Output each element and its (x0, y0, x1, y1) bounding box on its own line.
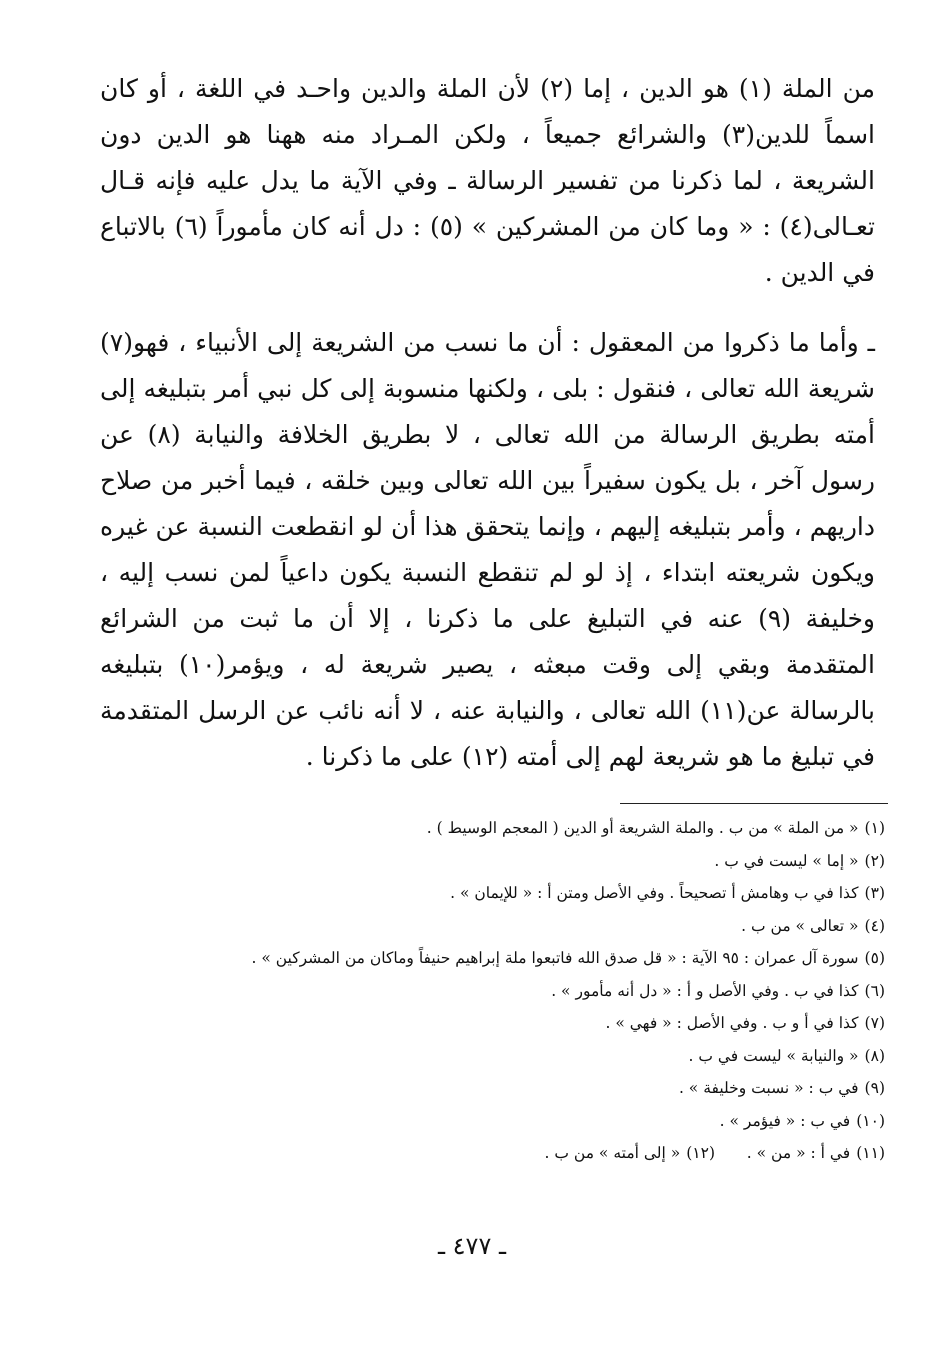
footnote-11 (715, 1137, 885, 1170)
footnote-8 (90, 1040, 885, 1073)
footnote-text: سورة آل عمران : ٩٥ الآية : « قل صدق الله فاتبعوا ملة إبراهيم حنيفاً وماكان من المشركين » . (251, 949, 859, 967)
footnote-1 (90, 812, 885, 845)
footnote-text: كذا في أ و ب . وفي الأصل : « فهي » . (605, 1014, 859, 1032)
footnote-text: كذا في ب . وفي الأصل و أ : « دل أنه مأمور » . (551, 981, 859, 1000)
footnote-number: (١١) (856, 1144, 885, 1162)
page-number: ـ ٤٧٧ ـ (437, 1232, 506, 1260)
footnote-number: (٨) (864, 1046, 885, 1065)
footnote-text: « تعالى » من ب . (741, 916, 859, 935)
footnote-4 (90, 910, 885, 943)
footnote-number: (٥) (864, 949, 885, 967)
footnote-text: « إلى أمته » من ب . (544, 1144, 681, 1162)
footnote-text: « والنيابة » ليست في ب . (688, 1046, 859, 1065)
footnote-number: (٩) (864, 1079, 885, 1097)
footnote-text: في ب : « نسبت وخليفة » . (678, 1079, 859, 1097)
footnote-number: (٣) (864, 884, 885, 902)
footnote-row-11-12 (90, 1137, 885, 1170)
footnote-text: في ب : « فيؤمر » . (719, 1111, 851, 1130)
footnote-3 (90, 877, 885, 910)
footnote-text: « إما » ليست في ب . (714, 851, 859, 870)
footnote-number: (١٠) (856, 1111, 885, 1130)
body-paragraph-1: من الملة (١) هو الدين ، إما (٢) لأن الملة والدين واحـد في اللغة ، أو كان اسماً للدين(٣) والشرائع جميعاً ، ولكن المـراد منه ههنا هو الدين دون الشريعة ، لما ذكرنا من تفسير الرسالة ـ وفي الآية ما يدل عليه فإنه قـال تعـالى(٤) : « وما كان من المشركين » (٥) : دل أنه كان مأموراً (٦) بالاتباع في الدين . (100, 74, 875, 287)
footnote-number: (٤) (864, 916, 885, 935)
footnote-2 (90, 845, 885, 878)
footnote-text: « من الملة » من ب . والملة الشريعة أو الدين ( المعجم الوسيط ) . (426, 819, 859, 837)
footnote-text: في أ : « من » . (746, 1144, 851, 1162)
footnote-number: (٦) (864, 981, 885, 1000)
footnote-6 (90, 975, 885, 1008)
footnotes-list (90, 812, 885, 1170)
footnote-separator (620, 803, 888, 804)
footnote-number: (٧) (864, 1014, 885, 1032)
footnote-number: (١) (864, 819, 885, 837)
footnote-10 (90, 1105, 885, 1138)
footnote-12 (545, 1137, 715, 1170)
footnote-text: كذا في ب وهامش أ تصحيحاً . وفي الأصل ومتن أ : « للإيمان » . (450, 884, 859, 902)
body-paragraph-2: ـ وأما ما ذكروا من المعقول : أن ما نسب من الشريعة إلى الأنبياء ، فهو(٧) شريعة الله تعالى ، فنقول : بلى ، ولكنها منسوبة إلى كل نبي أمر بتبليغه إلى أمته بطريق الرسالة من الله تعالى ، لا بطريق الخلافة والنيابة (٨) عن رسول آخر ، بل يكون سفيراً بين الله تعالى وبين خلقه ، فيما أخبر من صلاح داريهم ، وأمر بتبليغه إليهم ، وإنما يتحقق هذا أن لو انقطعت النسبة عن غيره ويكون شريعته ابتداء ، إذ لو لم تنقطع النسبة يكون داعياً لمن نسب إليه ، وخليفة (٩) عنه في التبليغ على ما ذكرنا ، إلا أن ما ثبت من الشرائع المتقدمة وبقي إلى وقت مبعثه ، يصير شريعة له ، ويؤمر(١٠) بتبليغه بالرسالة عن(١١) الله تعالى ، والنيابة عنه ، لا أنه نائب عن الرسل المتقدمة في تبليغ ما هو شريعة لهم إلى أمته (١٢) على ما ذكرنا . (100, 328, 875, 771)
footnote-9 (90, 1072, 885, 1105)
footnote-number: (٢) (864, 851, 885, 870)
footnote-number: (١٢) (686, 1144, 715, 1162)
footnote-5 (90, 942, 885, 975)
footnote-7 (90, 1007, 885, 1040)
